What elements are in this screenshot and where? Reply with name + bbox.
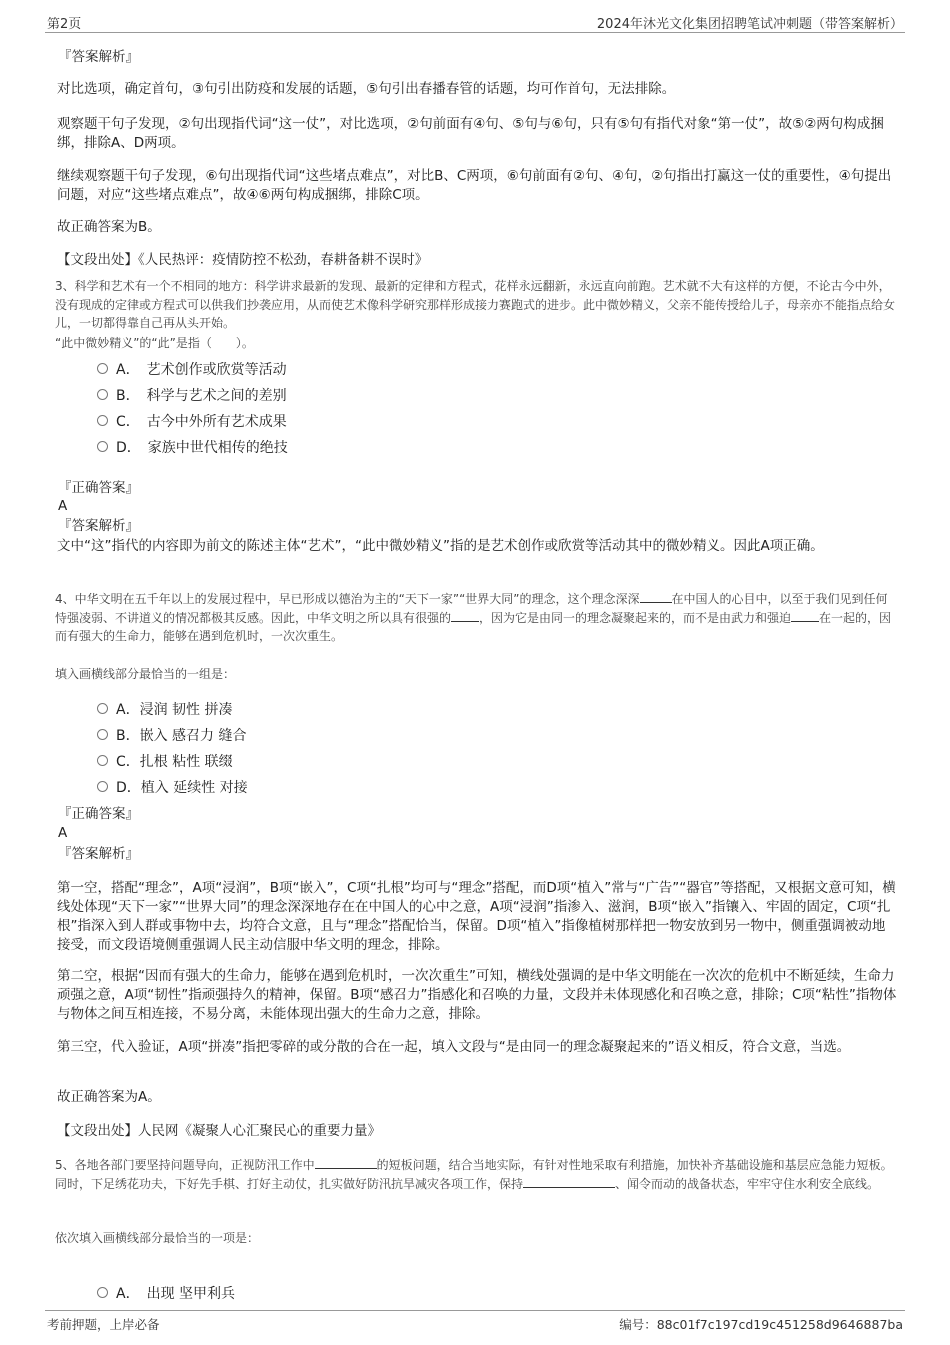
q3-analysis-label: 『答案解析』 [58,518,139,534]
q2-analysis-p1: 对比选项，确定首句，③句引出防疫和发展的话题，⑤句引出春播春管的话题，均可作首句，无法排除。 [57,81,676,97]
q5-option-a[interactable]: A． 出现 坚甲利兵 [97,1283,235,1303]
blank-1 [640,590,672,603]
radio-icon[interactable] [97,755,108,766]
radio-icon[interactable] [97,703,108,714]
q2-source: 【文段出处】《人民热评：疫情防控不松劲，春耕备耕不误时》 [57,252,429,268]
document-code: 编号：88c01f7c197cd19c451258d9646887ba [619,1317,903,1332]
q4-option-c[interactable]: C．扎根 粘性 联缀 [97,751,233,771]
radio-icon[interactable] [97,1287,108,1298]
q4-source: 【文段出处】人民网《凝聚人心汇聚民心的重要力量》 [57,1123,381,1139]
q5-stem: 5、各地各部门要坚持问题导向，正视防汛工作中 的短板问题，结合当地实际，有针对性地采取有利措施，加快补齐基础设施和基层应急能力短板。同时，下足绣花功夫，下好先手棋、打好主动仗，扎实做好防汛抗旱减灾各项工作，保持 、闻令而动的战备状态，牢牢守住水利安全底线。 [55,1158,893,1191]
q2-analysis-label: 『答案解析』 [58,49,139,65]
q4-option-a[interactable]: A．浸润 韧性 拼凑 [97,699,232,719]
blank-2 [451,609,479,622]
page-header [45,10,905,33]
q4-stem: 4、中华文明在五千年以上的发展过程中，早已形成以德治为主的“天下一家”“世界大同”的理念，这个理念深深 在中国人的心目中，以至于我们见到任何恃强凌弱、不讲道义的情况都极其反感。因此，中华文明之所以具有很强的 ，因为它是由同一的理念凝聚起来的，而不是由武力和强迫 在一起的，因而有强大的生命力，能够在遇到危机时，一次次重生。 [55,592,892,643]
footer-slogan: 考前押题，上岸必备 [47,1317,160,1332]
q3-option-a[interactable]: A． 艺术创作或欣赏等活动 [97,359,287,379]
q2-analysis-p2: 观察题干句子发现，②句出现指代词“这一仗”，对比选项，②句前面有④句、⑤句与⑥句，只有⑤句有指代对象“第一仗”，故⑤②两句构成捆绑，排除A、D两项。 [57,116,884,151]
q3-answer-label: 『正确答案』 [58,480,139,496]
q4-analysis-label: 『答案解析』 [58,846,139,862]
page-number: 第2页 [47,17,82,32]
q4-answer-label: 『正确答案』 [58,806,139,822]
radio-icon[interactable] [97,441,108,452]
q4-analysis-p3: 第三空，代入验证，A项“拼凑”指把零碎的或分散的合在一起，填入文段与“是由同一的理念凝聚起来的”语义相反，符合文意，当选。 [57,1039,851,1055]
q5-question: 依次填入画横线部分最恰当的一项是： [55,1231,260,1245]
q3-question: “此中微妙精义”的“此”是指（ ）。 [55,336,254,350]
page-footer [45,1310,905,1333]
q3-option-b[interactable]: B． 科学与艺术之间的差别 [97,385,287,405]
blank-1 [315,1156,377,1169]
q2-analysis-p3: 继续观察题干句子发现，⑥句出现指代词“这些堵点难点”，对比B、C两项，⑥句前面有②句、④句，②句指出打赢这一仗的重要性，④句提出问题，对应“这些堵点难点”，故④⑥两句构成捆绑，排除C项。 [57,168,892,203]
q3-option-c[interactable]: C． 古今中外所有艺术成果 [97,411,287,431]
document-title: 2024年沐光文化集团招聘笔试冲刺题（带答案解析） [596,17,903,32]
radio-icon[interactable] [97,781,108,792]
q4-question: 填入画横线部分最恰当的一组是： [55,667,236,681]
q2-conclusion: 故正确答案为B。 [57,219,161,235]
radio-icon[interactable] [97,415,108,426]
q3-option-d[interactable]: D． 家族中世代相传的绝技 [97,437,288,457]
radio-icon[interactable] [97,389,108,400]
blank-3 [791,609,819,622]
q4-option-d[interactable]: D．植入 延续性 对接 [97,777,248,797]
q4-analysis-p2: 第二空，根据“因而有强大的生命力，能够在遇到危机时，一次次重生”可知，横线处强调的是中华文明能在一次次的危机中不断延续，生命力顽强之意，A项“韧性”指顽强持久的精神，保留。B项“感召力”指感化和召唤的力量，文段并未体现感化和召唤之意，排除；C项“粘性”指物体与物体之间互相连接，不易分离，未能体现出强大的生命力之意，排除。 [57,968,897,1022]
q4-option-b[interactable]: B．嵌入 感召力 缝合 [97,725,247,745]
blank-2 [523,1175,615,1188]
radio-icon[interactable] [97,363,108,374]
radio-icon[interactable] [97,729,108,740]
q4-analysis-p1: 第一空，搭配“理念”，A项“浸润”，B项“嵌入”，C项“扎根”均可与“理念”搭配，而D项“植入”常与“广告”“器官”等搭配，又根据文意可知，横线处体现“天下一家”“世界大同”的理念深深地存在在中国人的心中之意，A项“浸润”指渗入、滋润，B项“嵌入”指镶入、牢固的固定，C项“扎根”指深入到人群或事物中去，均符合文意，且与“理念”搭配恰当，保留。D项“植入”指像植树那样把一物安放到另一物中，侧重强调被动地接受，而文段语境侧重强调人民主动信服中华文明的理念，排除。 [57,880,896,953]
q4-conclusion: 故正确答案为A。 [57,1089,161,1105]
q3-analysis: 文中“这”指代的内容即为前文的陈述主体“艺术”，“此中微妙精义”指的是艺术创作或欣赏等活动其中的微妙精义。因此A项正确。 [57,538,824,554]
q3-stem: 3、科学和艺术有一个不相同的地方：科学讲求最新的发现、最新的定律和方程式，花样永远翻新，永远直向前跑。艺术就不大有这样的方便，不论古今中外，没有现成的定律或方程式可以供我们抄袭应用，从而使艺术像科学研究那样形成接力赛跑式的进步。此中微妙精义，父亲不能传授给儿子，母亲亦不能指点给女儿，一切都得靠自己再从头开始。 [55,279,896,330]
q3-answer: A [58,498,68,514]
q4-answer: A [58,825,68,841]
